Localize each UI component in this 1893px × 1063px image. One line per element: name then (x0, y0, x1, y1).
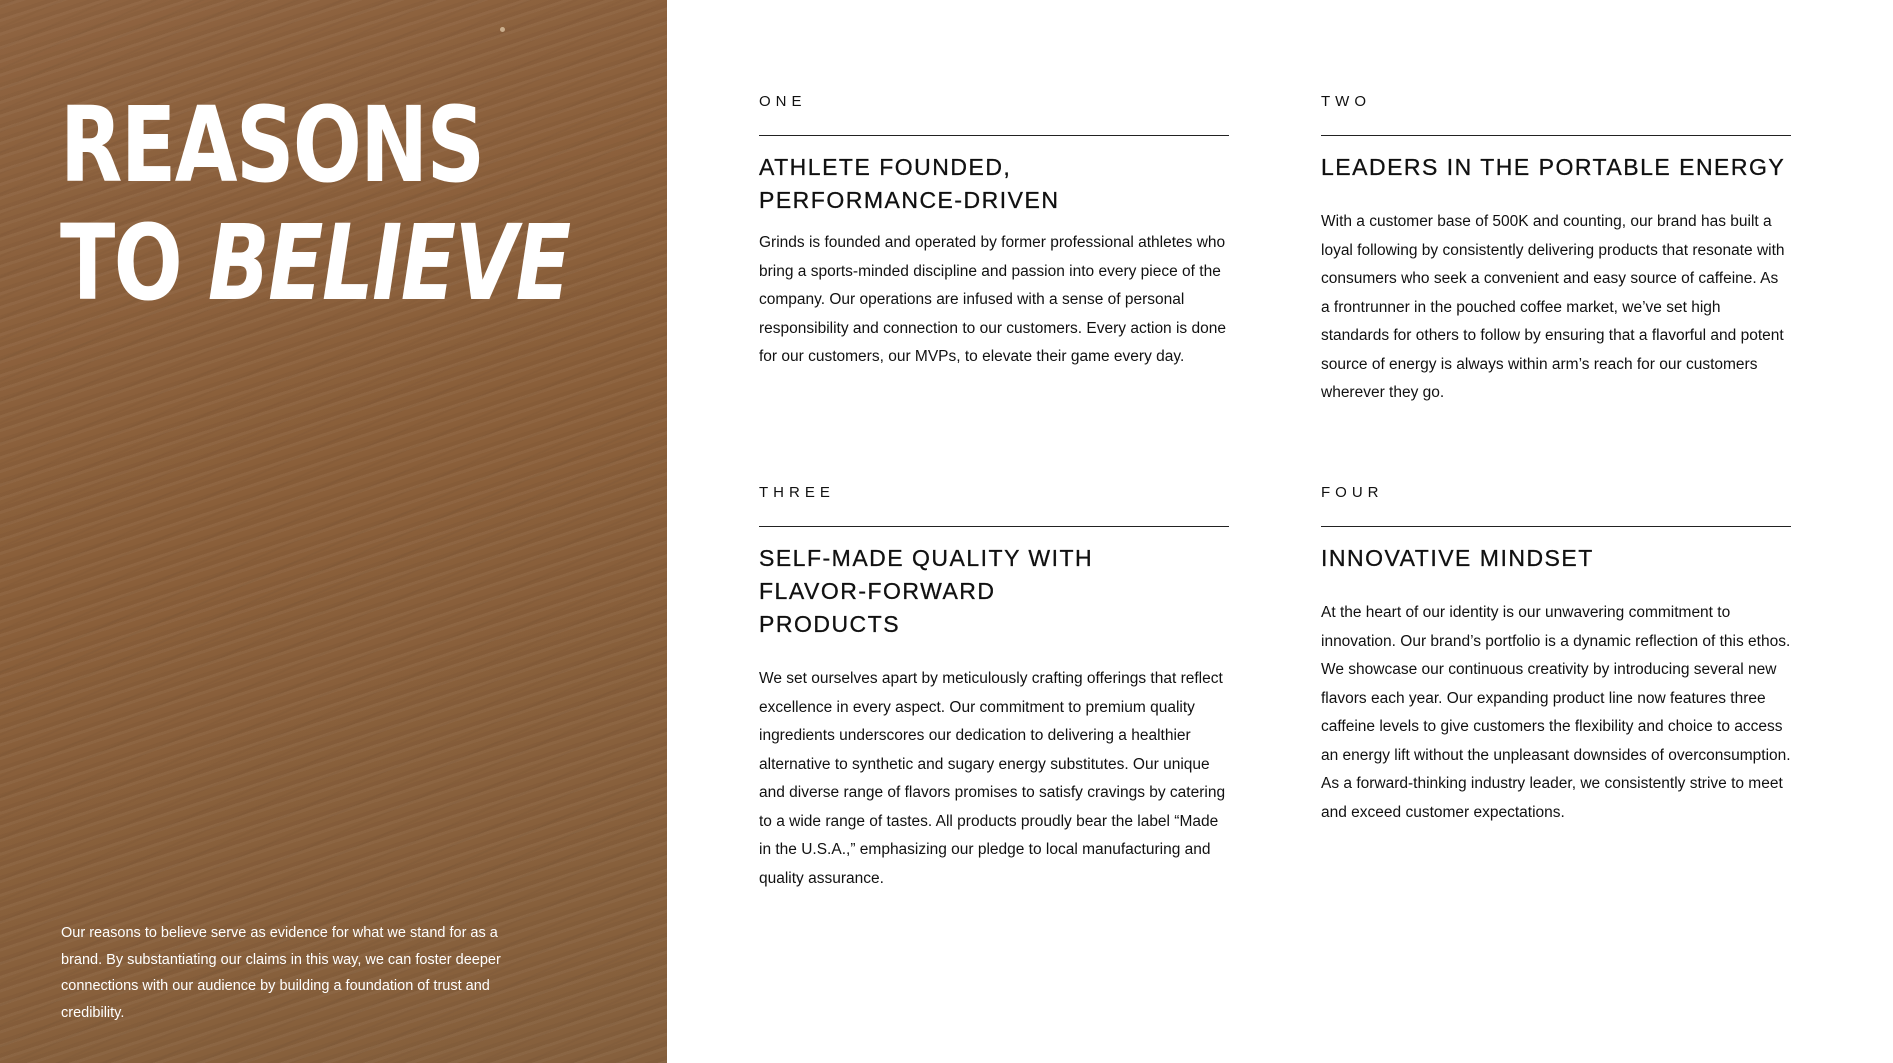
intro-caption: Our reasons to believe serve as evidence for what we stand for as a brand. By substantiating our claims in this way, we can foster deeper connections with our audience by building a foundation of trust and credibility. (61, 925, 501, 1021)
title-line-2 (60, 204, 570, 322)
card-divider (759, 135, 1229, 136)
card-divider (1321, 526, 1791, 527)
card-number: ONE (759, 93, 807, 110)
card-divider (1321, 135, 1791, 136)
left-brand-panel (0, 0, 667, 1063)
card-divider (759, 526, 1229, 527)
reason-card-one (759, 93, 1229, 372)
reason-card-four (1321, 484, 1791, 827)
card-heading: INNOVATIVE MINDSET (1321, 545, 1594, 571)
reason-card-two (1321, 93, 1791, 408)
title-line-1: REASONS (60, 84, 484, 206)
decorative-speck (500, 27, 505, 32)
reason-card-three (759, 484, 1229, 893)
card-body: Grinds is founded and operated by former professional athletes who bring a sports-minded discipline and passion into every piece of the company. Our operations are infused with a sense of personal responsibility and connection to our customers. Every action is done for our customers, our MVPs, to elevate their game every day. (759, 234, 1226, 365)
card-body: At the heart of our identity is our unwavering commitment to innovation. Our brand’s portfolio is a dynamic reflection of this ethos. We showcase our continuous creativity by introducing several new flavors each year. Our expanding product line now features three caffeine levels to give customers the flexibility and choice to access an energy lift without the unpleasant downsides of overconsumption. As a forward-thinking industry leader, we consistently strive to meet and exceed customer expectations. (1321, 604, 1791, 821)
card-heading: ATHLETE FOUNDED, PERFORMANCE-DRIVEN (759, 154, 1060, 213)
card-number: THREE (759, 484, 835, 501)
title-line-2-prefix: TO (60, 202, 208, 324)
card-heading: LEADERS IN THE PORTABLE ENERGY (1321, 154, 1786, 180)
card-body: With a customer base of 500K and counting, our brand has built a loyal following by consistently delivering products that resonate with consumers who seek a convenient and easy source of caffeine. As a frontrunner in the pouched coffee market, we’ve set high standards for others to follow by ensuring that a flavorful and potent source of energy is always within arm’s reach for our customers wherever they go. (1321, 213, 1785, 401)
page-title (60, 86, 570, 322)
title-emphasis: BELIEVE (207, 202, 570, 324)
card-number: FOUR (1321, 484, 1384, 501)
card-number: TWO (1321, 93, 1371, 110)
card-body: We set ourselves apart by meticulously crafting offerings that reflect excellence in every aspect. Our commitment to premium quality ingredients underscores our dedication to delivering a healthier alternative to synthetic and sugary energy substitutes. Our unique and diverse range of flavors promises to satisfy cravings by catering to a wide range of tastes. All products proudly bear the label “Made in the U.S.A.,” emphasizing our pledge to local manufacturing and quality assurance. (759, 670, 1226, 887)
card-heading: SELF-MADE QUALITY WITH FLAVOR-FORWARD PRODUCTS (759, 545, 1094, 637)
